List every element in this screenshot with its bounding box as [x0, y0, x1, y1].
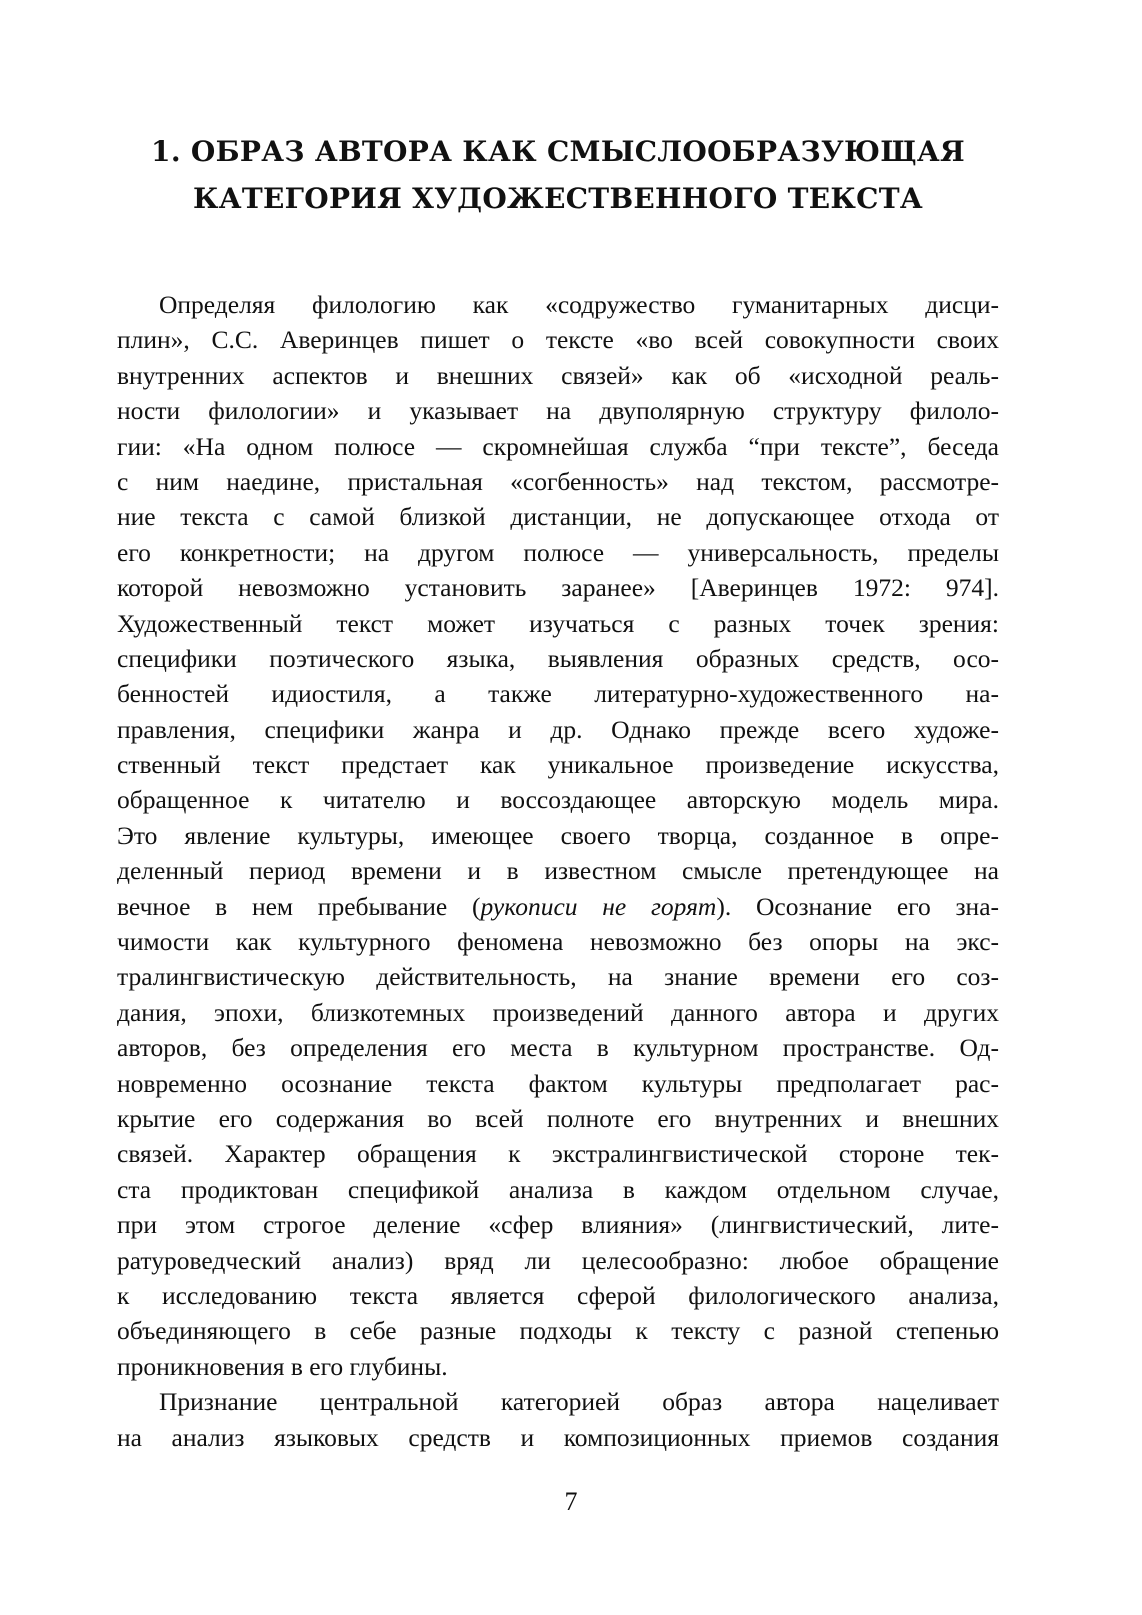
- text-line: на анализ языковых средств и композиционных приемов создания: [117, 1422, 999, 1452]
- text-fragment: ). Осознание его зна-: [716, 891, 1000, 921]
- text-line: крытие его содержания во всей полноте его внутренних и внешних: [117, 1103, 999, 1133]
- chapter-heading-line-1: 1. ОБРАЗ АВТОРА КАК СМЫСЛООБРАЗУЮЩАЯ: [151, 135, 965, 168]
- text-line: плин», С.С. Аверинцев пишет о тексте «во всей совокупности своих: [117, 325, 999, 355]
- text-line: обращенное к читателю и воссоздающее авторскую модель мира.: [117, 785, 999, 815]
- text-line: специфики поэтического языка, выявления образных средств, осо-: [117, 643, 999, 673]
- text-line: его конкретности; на другом полюсе — универсальность, пределы: [117, 537, 999, 567]
- text-line: авторов, без определения его места в культурном пространстве. Од-: [117, 1033, 999, 1063]
- text-line: гии: «На одном полюсе — скромнейшая служба “при тексте”, беседа: [117, 431, 999, 461]
- text-line: Признание центральной категорией образ автора нацеливает: [159, 1387, 999, 1417]
- text-line: ности филологии» и указывает на двуполярную структуру филоло-: [117, 396, 999, 426]
- text-line: к исследованию текста является сферой филологического анализа,: [117, 1280, 999, 1310]
- text-fragment: вечное в нем пребывание (: [117, 891, 481, 921]
- text-line: новременно осознание текста фактом культуры предполагает рас-: [117, 1068, 999, 1098]
- text-line: ратуроведческий анализ) вряд ли целесообразно: любое обращение: [117, 1245, 999, 1275]
- chapter-heading: [110, 128, 1006, 222]
- text-line: Это явление культуры, имеющее своего творца, созданное в опре-: [117, 820, 999, 850]
- text-line: ственный текст предстает как уникальное произведение искусства,: [117, 750, 999, 780]
- text-line: чимости как культурного феномена невозможно без опоры на экс-: [117, 927, 999, 957]
- chapter-heading-line-2: КАТЕГОРИЯ ХУДОЖЕСТВЕННОГО ТЕКСТА: [192, 182, 923, 215]
- text-line: Художественный текст может изучаться с разных точек зрения:: [117, 608, 999, 638]
- paragraph-1: [117, 287, 999, 1384]
- text-line: при этом строгое деление «сфер влияния» (лингвистический, лите-: [117, 1210, 999, 1240]
- paragraph-2: [117, 1384, 999, 1455]
- text-line: внутренних аспектов и внешних связей» как об «исходной реаль-: [117, 360, 999, 390]
- text-line: с ним наедине, пристальная «согбенность» над текстом, рассмотре-: [117, 466, 999, 496]
- italic-quote: рукописи не горят: [480, 891, 717, 921]
- text-line: которой невозможно установить заранее» [Аверинцев 1972: 974].: [117, 573, 999, 603]
- text-line: проникновения в его глубины.: [117, 1351, 448, 1381]
- body-text: [117, 287, 999, 1455]
- text-line: бенностей идиостиля, а также литературно-художественного на-: [117, 679, 999, 709]
- text-line: связей. Характер обращения к экстралингвистической стороне тек-: [117, 1139, 999, 1169]
- text-line: дания, эпохи, близкотемных произведений данного автора и других: [117, 997, 999, 1027]
- text-line: правления, специфики жанра и др. Однако прежде всего художе-: [117, 714, 999, 744]
- page-number: 7: [564, 1487, 578, 1516]
- text-line: ста продиктован спецификой анализа в каждом отдельном случае,: [117, 1174, 999, 1204]
- text-line: Определяя филологию как «содружество гуманитарных дисци-: [159, 290, 999, 319]
- text-line: тралингвистическую действительность, на знание времени его соз-: [117, 962, 999, 992]
- text-line: ние текста с самой близкой дистанции, не допускающее отхода от: [117, 502, 999, 532]
- text-line: объединяющего в себе разные подходы к тексту с разной степенью: [117, 1316, 999, 1346]
- text-line-with-italic: [117, 889, 999, 924]
- text-line: деленный период времени и в известном смысле претендующее на: [117, 856, 999, 886]
